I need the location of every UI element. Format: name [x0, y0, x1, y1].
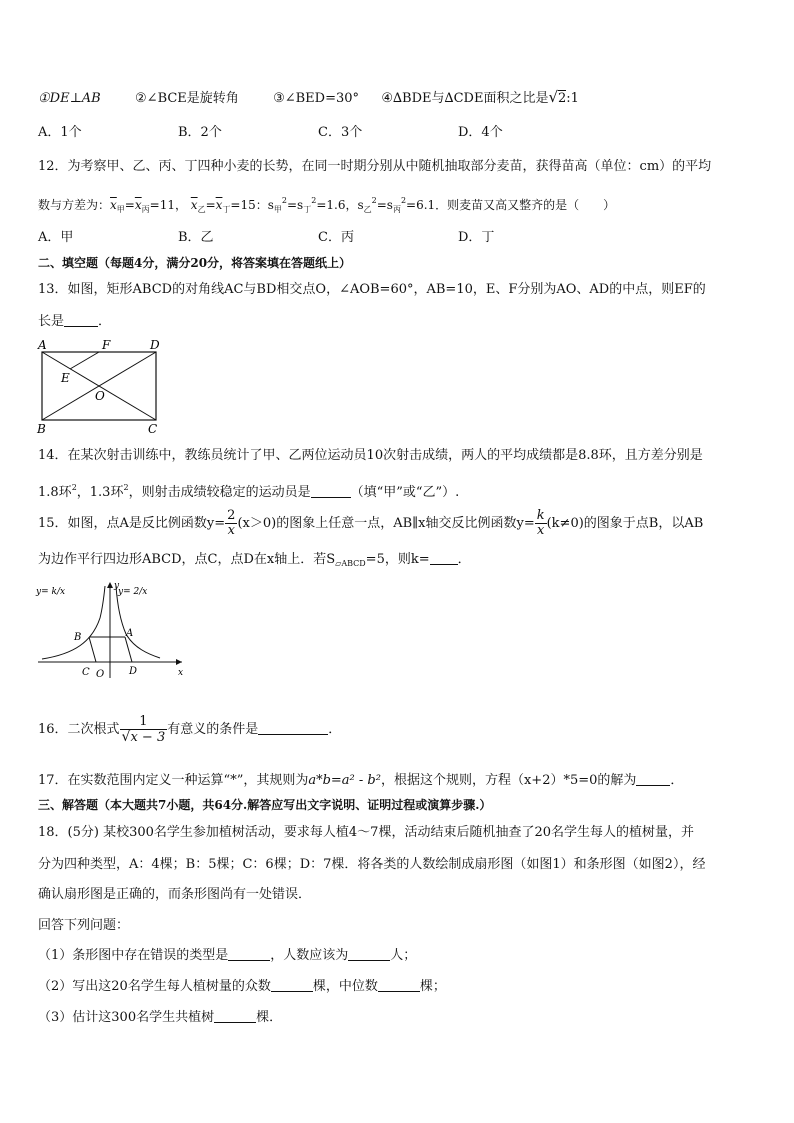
q18-p1-text-b: ，人数应该为 [270, 948, 349, 963]
q11-s1: ①DE⊥AB [38, 91, 101, 106]
q17-text-a: 17．在实数范围内定义一种运算“*”，其规则为 [38, 773, 309, 788]
q18-p1-blank-type[interactable] [228, 946, 270, 961]
q15-x-arrow [176, 659, 182, 665]
q18-line3: 确认扇形图是正确的，而条形图尚有一处错误． [38, 887, 312, 902]
q16-answer-blank[interactable] [258, 720, 328, 735]
q18-part3 [38, 1008, 764, 1028]
q18-line2: 分为四种类型，A：4棵；B：5棵；C：6棵；D：7棵．将各类的人数绘制成扇形图（如图1）和条形图（如图2），经 [38, 857, 706, 872]
q13-answer-blank[interactable] [64, 312, 98, 327]
q15-text-d: 为边作平行四边形ABCD，点C，点D在x轴上．若S [38, 552, 336, 567]
q17-text-b: ，根据这个规则，方程（x+2）*5=0的解为 [380, 773, 637, 788]
q18-p2-text-b: 棵，中位数 [312, 979, 378, 994]
q15-text-e: =5，则k= [365, 552, 430, 567]
q16-frac-num: 1 [120, 715, 168, 730]
q15-answer-blank[interactable] [430, 550, 458, 565]
q11-option-b[interactable]: B．2个 [178, 125, 222, 140]
q13-label-a: A [38, 338, 47, 352]
q13-line2 [38, 312, 764, 332]
q15-line1 [38, 508, 764, 540]
q15-frac1-num: 2 [227, 508, 236, 523]
q14-sup-b: 2 [123, 483, 129, 492]
q12-x-bing: $\overline{x}$ [134, 198, 142, 212]
q15-label-c: C [82, 667, 90, 678]
q14-line1: 14．在某次射击训练中，教练员统计了甲、乙两位运动员10次射击成绩，两人的平均成绩都是8.8环，且方差分别是 [38, 448, 703, 463]
q16-line [38, 712, 764, 748]
q12-val15: =15：s [230, 198, 274, 212]
q12-val61: =6.1．则麦苗又高又整齐的是（ ） [406, 198, 616, 212]
q12-line1: 12．为考察甲、乙、丙、丁四种小麦的长势，在同一时期分别从中随机抽取部分麦苗，获得苗高（单位：cm）的平均 [38, 159, 712, 174]
q15-label-2: y= 2/x [118, 587, 148, 597]
q15-s-sub: ▱ABCD [335, 559, 366, 568]
q11-s2: ②∠BCE是旋转角 [135, 91, 239, 106]
q13-label-c: C [148, 422, 158, 436]
q13-label-o: O [95, 389, 105, 403]
q12-option-a[interactable]: A．甲 [38, 230, 74, 245]
q17-answer-blank[interactable] [636, 771, 670, 786]
q13-prompt: 长是 [38, 314, 65, 329]
q12-x-jia: $\overline{x}$ [110, 198, 117, 212]
q12-sub-bing: 丙 [141, 205, 150, 214]
q11-statements: ①DE⊥AB ②∠BCE是旋转角 ③∠BED=30° ④∆BDE与∆CDE面积之比是√2:1 [38, 88, 579, 106]
q17-line [38, 771, 764, 791]
q18-line4: 回答下列问题： [38, 918, 130, 933]
q18-p2-blank-mode[interactable] [271, 977, 313, 992]
q12-option-c[interactable]: C．丙 [318, 230, 354, 245]
q11-option-d[interactable]: D．4个 [458, 125, 503, 140]
q15-label-a: A [126, 628, 134, 639]
q13-label-d: D [150, 338, 160, 352]
q12-line2 [38, 191, 764, 220]
q12-val11: =11， [149, 198, 187, 212]
q12-eq: = [124, 198, 135, 212]
q12-options [38, 228, 764, 248]
q15-hyperbola-figure [34, 578, 190, 682]
q18-p1-text-a: （1）条形图中存在错误的类型是 [38, 948, 229, 963]
q12-option-d[interactable]: D．丁 [458, 230, 495, 245]
q11-option-a[interactable]: A．1个 [38, 125, 82, 140]
q13-end: ． [98, 314, 112, 329]
q16-text-a: 16．二次根式 [38, 722, 120, 737]
q12-sub-ding: 丁 [222, 205, 231, 214]
q13-label-e: E [61, 371, 70, 385]
q11-option-c[interactable]: C．3个 [318, 125, 363, 140]
q15-frac-2-over-x [225, 509, 237, 538]
q15-label-y: y [114, 581, 120, 591]
q12-x-yi: $\overline{x}$ [190, 198, 198, 212]
q12-eq2: = [205, 198, 216, 212]
q13-seg-ef [70, 352, 99, 369]
q16-radicand: x − 3 [130, 729, 166, 745]
q16-frac-den: √x − 3 [121, 728, 166, 745]
q14-var-a: 1.8环 [38, 485, 72, 500]
q15-text-a: 15．如图，点A是反比例函数y= [38, 516, 226, 531]
q12-sq4: 2 [400, 196, 407, 205]
q12-sq2: 2 [311, 196, 317, 205]
q15-label-x: x [178, 668, 184, 678]
q13-label-b: B [37, 422, 46, 436]
q11-s4: ④∆BDE与∆CDE面积之比是 [381, 91, 549, 106]
q15-label-o: O [96, 669, 105, 680]
q18-part2 [38, 977, 764, 997]
q15-label-k: y= k/x [36, 587, 66, 597]
q11-s4-ratio: :1 [566, 91, 579, 106]
q11-s3: ③∠BED=30° [273, 91, 360, 106]
q16-text-b: 有意义的条件是 [167, 722, 259, 737]
q16-end: ． [328, 722, 342, 737]
q16-fraction [120, 715, 168, 745]
q15-frac-k-over-x [535, 509, 547, 538]
q15-frac2-num: k [536, 508, 545, 523]
q15-text-b: (x＞0)的图象上任意一点，AB∥x轴交反比例函数y= [237, 516, 535, 531]
section3-heading: 三、解答题（本大题共7小题，共64分.解答应写出文字说明、证明过程或演算步骤.） [38, 798, 492, 812]
q17-rule: a*b=a² - b² [308, 773, 381, 788]
q18-p3-blank-total[interactable] [214, 1008, 256, 1023]
q12-option-b[interactable]: B．乙 [178, 230, 214, 245]
q12-s-eq-s2: =s [376, 198, 393, 212]
section2-heading: 二、填空题（每题4分，满分20分，将答案填在答题纸上） [38, 256, 352, 270]
q12-s-sub-bing: 丙 [392, 205, 401, 214]
q18-p1-blank-count[interactable] [348, 946, 390, 961]
q12-sq3: 2 [371, 196, 377, 205]
q18-p2-text-a: （2）写出这20名学生每人植树量的众数 [38, 979, 271, 994]
q14-prompt: ，则射击成绩较稳定的运动员是 [128, 485, 311, 500]
q12-s-sub-ding: 丁 [303, 205, 312, 214]
q15-label-b: B [74, 632, 82, 643]
q12-sub-yi: 乙 [197, 205, 206, 214]
q15-line2 [38, 550, 764, 574]
q15-y-arrow [107, 582, 113, 588]
q11-s4-radicand: 2 [558, 91, 567, 106]
q12-val16: =1.6，s [316, 198, 364, 212]
q15-label-d: D [129, 666, 138, 677]
q12-s-sub-jia: 甲 [273, 205, 282, 214]
q13-line1: 13．如图，矩形ABCD的对角线AC与BD相交点O，∠AOB=60°，AB=10，E、F分别为AO、AD的中点，则EF的 [38, 282, 706, 297]
q15-seg-bc [89, 637, 96, 662]
q12-s-eq-s: =s [287, 198, 304, 212]
q18-line1: 18．(5分) 某校300名学生参加植树活动，要求每人植4～7棵，活动结束后随机抽查了20名学生每人的植树量，并 [38, 825, 694, 840]
q12-x-ding: $\overline{x}$ [215, 198, 223, 212]
q14-sup-a: 2 [71, 483, 77, 492]
q14-line2 [38, 478, 764, 503]
q13-rectangle-figure [34, 336, 174, 436]
q11-options [38, 123, 764, 143]
q17-end: ． [670, 773, 684, 788]
q18-part1 [38, 946, 764, 966]
q12-s-sub-yi: 乙 [363, 205, 372, 214]
q18-p2-text-c: 棵； [419, 979, 446, 994]
q18-p2-blank-median[interactable] [378, 977, 420, 992]
q15-text-c: (k≠0)的图象于点B，以AB [546, 516, 704, 531]
q14-answer-blank[interactable] [311, 483, 351, 498]
q14-var-b: ，1.3环 [76, 485, 124, 500]
q12-intro: 数与方差为： [38, 198, 111, 212]
q13-label-f: F [102, 338, 111, 352]
q15-end: ． [457, 552, 471, 567]
q15-frac1-den: x [227, 523, 235, 538]
q12-sub-jia: 甲 [116, 205, 125, 214]
q14-hint: （填“甲”或“乙”）. [350, 485, 460, 500]
q18-p3-text-a: （3）估计这300名学生共植树 [38, 1010, 215, 1025]
q15-frac2-den: x [536, 523, 545, 538]
q18-p1-text-c: 人； [390, 948, 417, 963]
q12-sq1: 2 [281, 196, 287, 205]
q18-p3-text-b: 棵． [256, 1010, 283, 1025]
